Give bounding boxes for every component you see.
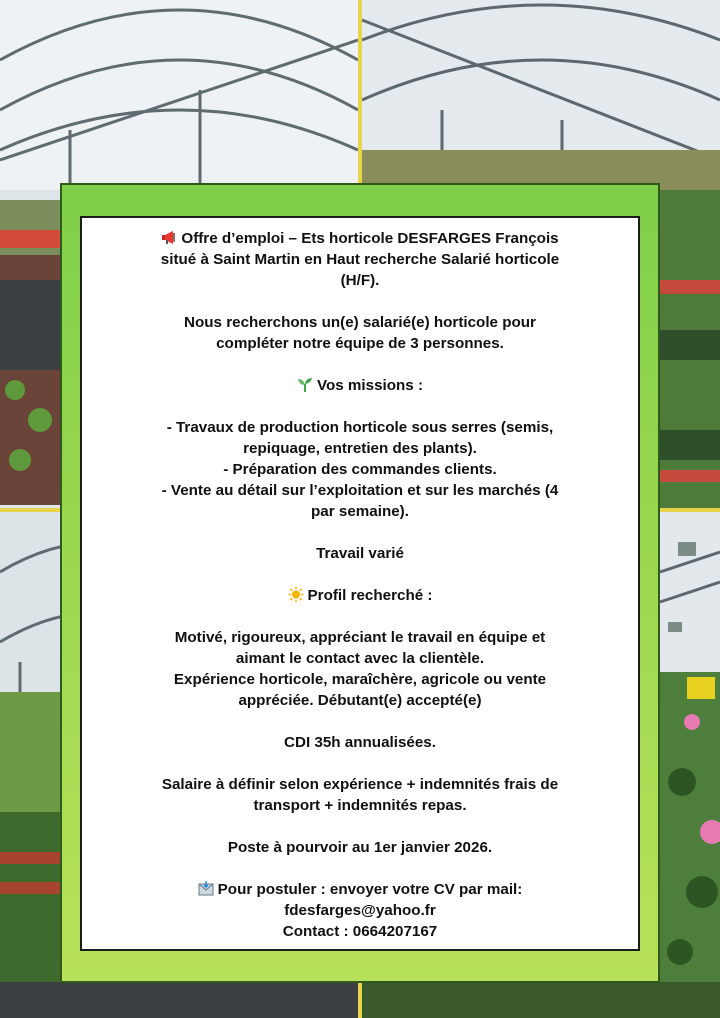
intro-line-1: Nous recherchons un(e) salarié(e) horticole pour <box>184 314 536 331</box>
variety-line: Travail varié <box>316 545 404 562</box>
envelope-icon <box>198 881 214 896</box>
job-offer-card <box>80 216 640 951</box>
megaphone-icon <box>161 230 177 245</box>
offer-header-line-1: Offre d’emploi – Ets horticole DESFARGES François <box>110 228 610 249</box>
profile-title: Profil recherché : <box>110 585 610 606</box>
salary-line-1: Salaire à définir selon expérience + indemnités frais de <box>161 776 559 793</box>
mission-line-3: - Préparation des commandes clients. <box>223 461 497 478</box>
contract-line: CDI 35h annualisées. <box>284 734 436 751</box>
profile-line-4: appréciée. Débutant(e) accepté(e) <box>238 692 482 709</box>
email-link[interactable]: fdesfarges@yahoo.fr <box>284 902 436 919</box>
mission-line-2: repiquage, entretien des plants). <box>243 440 477 457</box>
sun-icon <box>288 587 304 602</box>
offer-header-line-3: (H/F). <box>340 272 380 289</box>
mission-line-5: par semaine). <box>311 503 409 520</box>
salary-line-2: transport + indemnités repas. <box>253 797 467 814</box>
start-date-line: Poste à pourvoir au 1er janvier 2026. <box>227 839 493 856</box>
profile-line-2: aimant le contact avec la clientèle. <box>235 650 485 667</box>
mission-line-1: - Travaux de production horticole sous serres (semis, <box>166 419 554 436</box>
mission-line-4: - Vente au détail sur l’exploitation et sur les marchés (4 <box>161 482 559 499</box>
seedling-icon <box>297 377 313 392</box>
intro-line-2: compléter notre équipe de 3 personnes. <box>216 335 504 352</box>
profile-line-3: Expérience horticole, maraîchère, agricole ou vente <box>173 671 547 688</box>
offer-header-line-2: situé à Saint Martin en Haut recherche Salarié horticole <box>160 251 560 268</box>
contact-phone: Contact : 0664207167 <box>282 923 438 940</box>
missions-title: Vos missions : <box>110 375 610 396</box>
profile-line-1: Motivé, rigoureux, appréciant le travail en équipe et <box>174 629 546 646</box>
apply-line: Pour postuler : envoyer votre CV par mail: <box>110 879 610 900</box>
